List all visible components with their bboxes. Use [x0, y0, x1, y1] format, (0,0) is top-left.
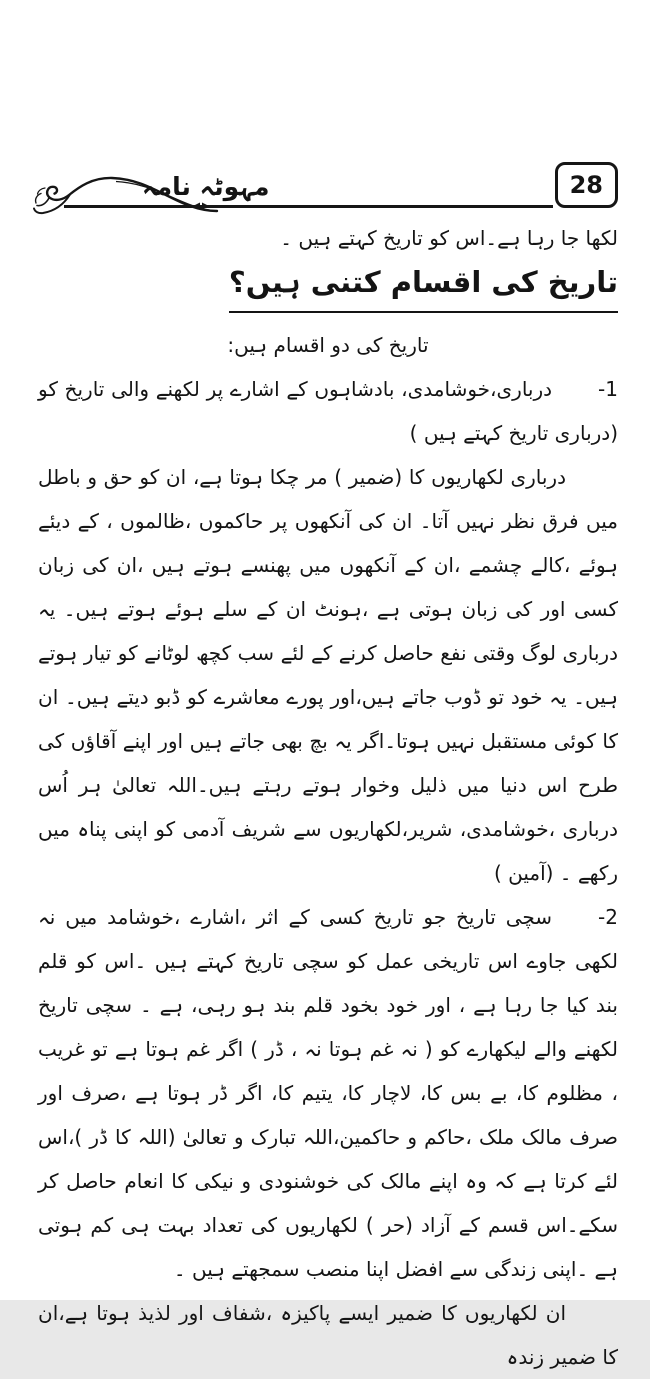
list-item-1-text: درباری،خوشامدی، بادشاہوں کے اشارے پر لکھنے والی تاریخ کو (درباری تاریخ کہتے ہیں ) — [38, 376, 618, 445]
paragraph-darbari: درباری لکھاریوں کا (ضمیر ) مر چکا ہوتا ہے، ان کو حق و باطل میں فرق نظر نہیں آتا۔ ان کی آنکھوں پر حاکموں ،ظالموں ، کے دیئے ہوئے ،کالے چشمے ،ان کے آنکھوں میں پھنسے ہوتے ہیں ،ان کی زبان کسی اور کی زبان ہوتی ہے ،ہونٹ ان کے سلے ہوئے ہوتے ہیں۔ یہ درباری لوگ وقتی نفع حاصل کرنے کے لئے سب کچھ لوٹانے کو تیار ہوتے ہیں۔ یہ خود تو ڈوب جاتے ہیں،اور پورے معاشرے کو ڈبو دیتے ہیں۔ ان کا کوئی مستقبل نہیں ہوتا۔اگر یہ بچ بھی جاتے ہیں اور اپنے آقاؤں کی طرح اس دنیا میں ذلیل وخوار ہوتے رہتے ہیں۔اللہ تعالیٰ ہر اُس درباری ،خوشامدی، شریر،لکھاریوں سے شریف آدمی کو اپنی پناہ میں رکھے ۔ (آمین ) — [38, 464, 618, 885]
list-item-1-number: 1- — [598, 376, 618, 401]
list-item-2 — [38, 895, 618, 1291]
page-number: 28 — [569, 171, 603, 199]
list-item-2-number: 2- — [598, 904, 618, 929]
intro-line: لکھا جا رہا ہے۔اس کو تاریخ کہتے ہیں ۔ — [280, 226, 618, 250]
list-item-1 — [38, 367, 618, 455]
page-header — [38, 160, 618, 208]
subheading: تاریخ کی دو اقسام ہیں: — [227, 332, 429, 357]
section-heading — [38, 264, 618, 313]
page-content — [38, 216, 618, 1379]
header-rule — [64, 160, 553, 208]
title-ornament-icon — [192, 201, 210, 211]
page-number-badge — [555, 162, 618, 208]
section-heading-text: تاریخ کی اقسام کتنی ہیں؟ — [229, 264, 618, 313]
paragraph-closing: ان لکھاریوں کا ضمیر ایسے پاکیزہ ،شفاف اور لذیذ ہوتا ہے،ان کا ضمیر زندہ — [38, 1300, 618, 1369]
book-title: مہوٹہ نامہ — [142, 172, 270, 201]
list-item-2-text: سچی تاریخ جو تاریخ کسی کے اثر ،اشارے ،خوشامد میں نہ لکھی جاوے اس تاریخی عمل کو سچی تاریخ کہتے ہیں ۔اس کو قلم بند کیا جا رہا ہے ، اور خود بخود قلم بند ہو رہی، ہے ۔ سچی تاریخ لکھنے والے لیکھارے کو ( نہ غم ہوتا نہ ، ڈر ) اگر غم ہوتا ہے تو غریب ، مظلوم کا، بے بس کا، لاچار کا، یتیم کا، اگر ڈر ہوتا ہے ،صرف اور صرف مالک ملک ،حاکم و حاکمین،اللہ تبارک و تعالیٰ (اللہ کا ڈر )،اس لئے کرتا ہے کہ وہ اپنے مالک کی خوشنودی و نیکی کا انعام حاصل کر سکے۔اس قسم کے آزاد (حر ) لکھاریوں کی تعداد بہت ہی کم ہوتی ہے ۔اپنی زندگی سے افضل اپنا منصب سمجھتے ہیں ۔ — [38, 904, 618, 1281]
